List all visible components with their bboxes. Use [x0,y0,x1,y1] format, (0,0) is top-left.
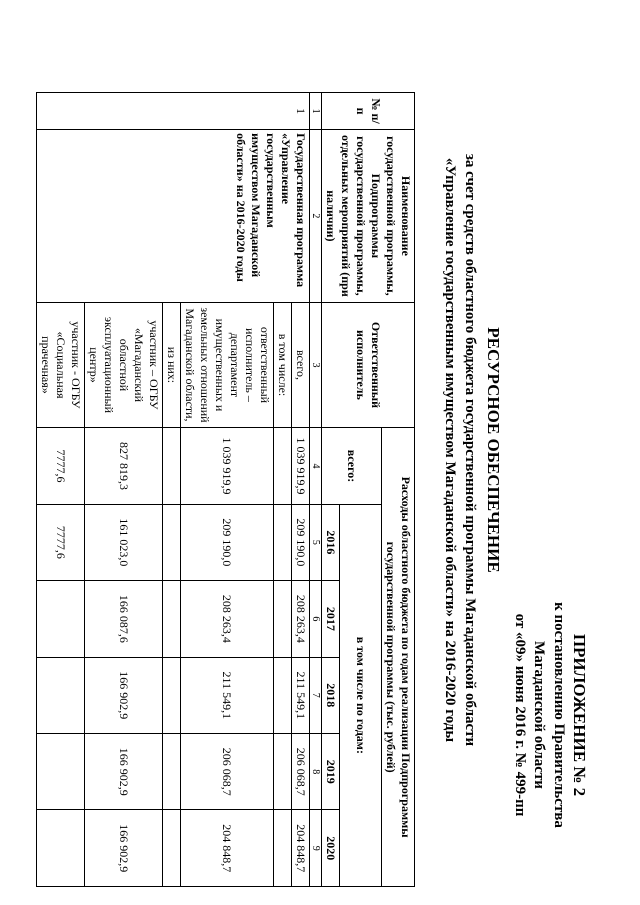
value-cell [163,504,181,580]
appendix-line-3: от «09» июня 2016 г. № 499-пп [511,613,528,817]
value-cell [274,504,292,580]
value-cell: 209 190,0 [181,504,274,580]
column-index: 6 [310,581,322,657]
appendix-line-2: Магаданской области [531,641,548,789]
total-cell: 1 039 919,9 [181,428,274,504]
value-cell [274,581,292,657]
header-year-2017: 2017 [322,581,340,657]
appendix-line-1: к постановлению Правительства [550,602,567,828]
column-index: 4 [310,428,322,504]
value-cell [37,657,85,733]
total-cell [274,428,292,504]
resource-table [36,92,415,887]
document-title [440,100,503,800]
total-cell: 827 819,3 [85,428,163,504]
value-cell [274,734,292,810]
column-index: 9 [310,810,322,887]
value-cell: 208 263,4 [181,581,274,657]
column-index: 1 [310,93,322,130]
total-cell [163,428,181,504]
value-cell: 208 263,4 [292,581,310,657]
executor-cell: в том числе: [274,302,292,428]
value-cell: 7777,6 [37,504,85,580]
header-year-2018: 2018 [322,657,340,733]
value-cell [163,657,181,733]
value-cell [163,734,181,810]
value-cell [274,810,292,887]
table-row [292,93,310,887]
executor-cell: ответственный исполнитель – департамент имущественных и земельных отношений Магаданской области, [181,302,274,428]
total-cell: 1 039 919,9 [292,428,310,504]
value-cell: 204 848,7 [292,810,310,887]
header-expenses: Расходы областного бюджета по годам реализации Подпрограммы государственной программы (тыс. рублей) [382,428,415,887]
title-main: РЕСУРСНОЕ ОБЕСПЕЧЕНИЕ [484,327,503,573]
column-index-row [310,93,322,887]
title-subtitle-2: «Управление государственным имуществом Магаданской области» на 2016-2020 годы [442,157,459,743]
column-index: 5 [310,504,322,580]
program-name: Государственная программа «Управление государственным имуществом Магаданской области» на 2016-2020 годы [37,130,310,303]
value-cell [37,581,85,657]
appendix-block [509,565,590,865]
value-cell [37,810,85,887]
value-cell [163,810,181,887]
title-subtitle-1: за счет средств областного бюджета государственной программы Магаданской области [462,153,478,747]
header-year-2016: 2016 [322,504,340,580]
value-cell: 204 848,7 [181,810,274,887]
value-cell: 166 087,6 [85,581,163,657]
executor-cell: из них: [163,302,181,428]
appendix-number: ПРИЛОЖЕНИЕ № 2 [570,633,589,797]
header-name: Наименование государственной программы, Подпрограммы государственной программы, отдельных мероприятий (при наличии) [322,130,415,303]
value-cell: 209 190,0 [292,504,310,580]
header-executor: Ответственный исполнитель [322,302,415,428]
value-cell: 166 902,9 [85,734,163,810]
value-cell: 166 902,9 [85,810,163,887]
column-index: 8 [310,734,322,810]
header-year-2020: 2020 [322,810,340,887]
value-cell [274,657,292,733]
executor-cell: участник - ОГБУ «Социальная прачечная» [37,302,85,428]
value-cell [37,734,85,810]
value-cell: 206 068,7 [181,734,274,810]
header-year-2019: 2019 [322,734,340,810]
value-cell: 161 023,0 [85,504,163,580]
header-by-year: в том числе по годам: [340,504,382,886]
value-cell [163,581,181,657]
total-cell: 7777,6 [37,428,85,504]
value-cell: 166 902,9 [85,657,163,733]
value-cell: 211 549,1 [181,657,274,733]
value-cell: 206 068,7 [292,734,310,810]
executor-cell: участник – ОГБУ «Магаданский областной эксплуатационный центр» [85,302,163,428]
column-index: 3 [310,302,322,428]
executor-cell: всего, [292,302,310,428]
value-cell: 211 549,1 [292,657,310,733]
column-index: 7 [310,657,322,733]
header-total: всего: [322,428,382,504]
row-number: 1 [37,93,310,130]
column-index: 2 [310,130,322,303]
header-no: № п/п [322,93,415,130]
